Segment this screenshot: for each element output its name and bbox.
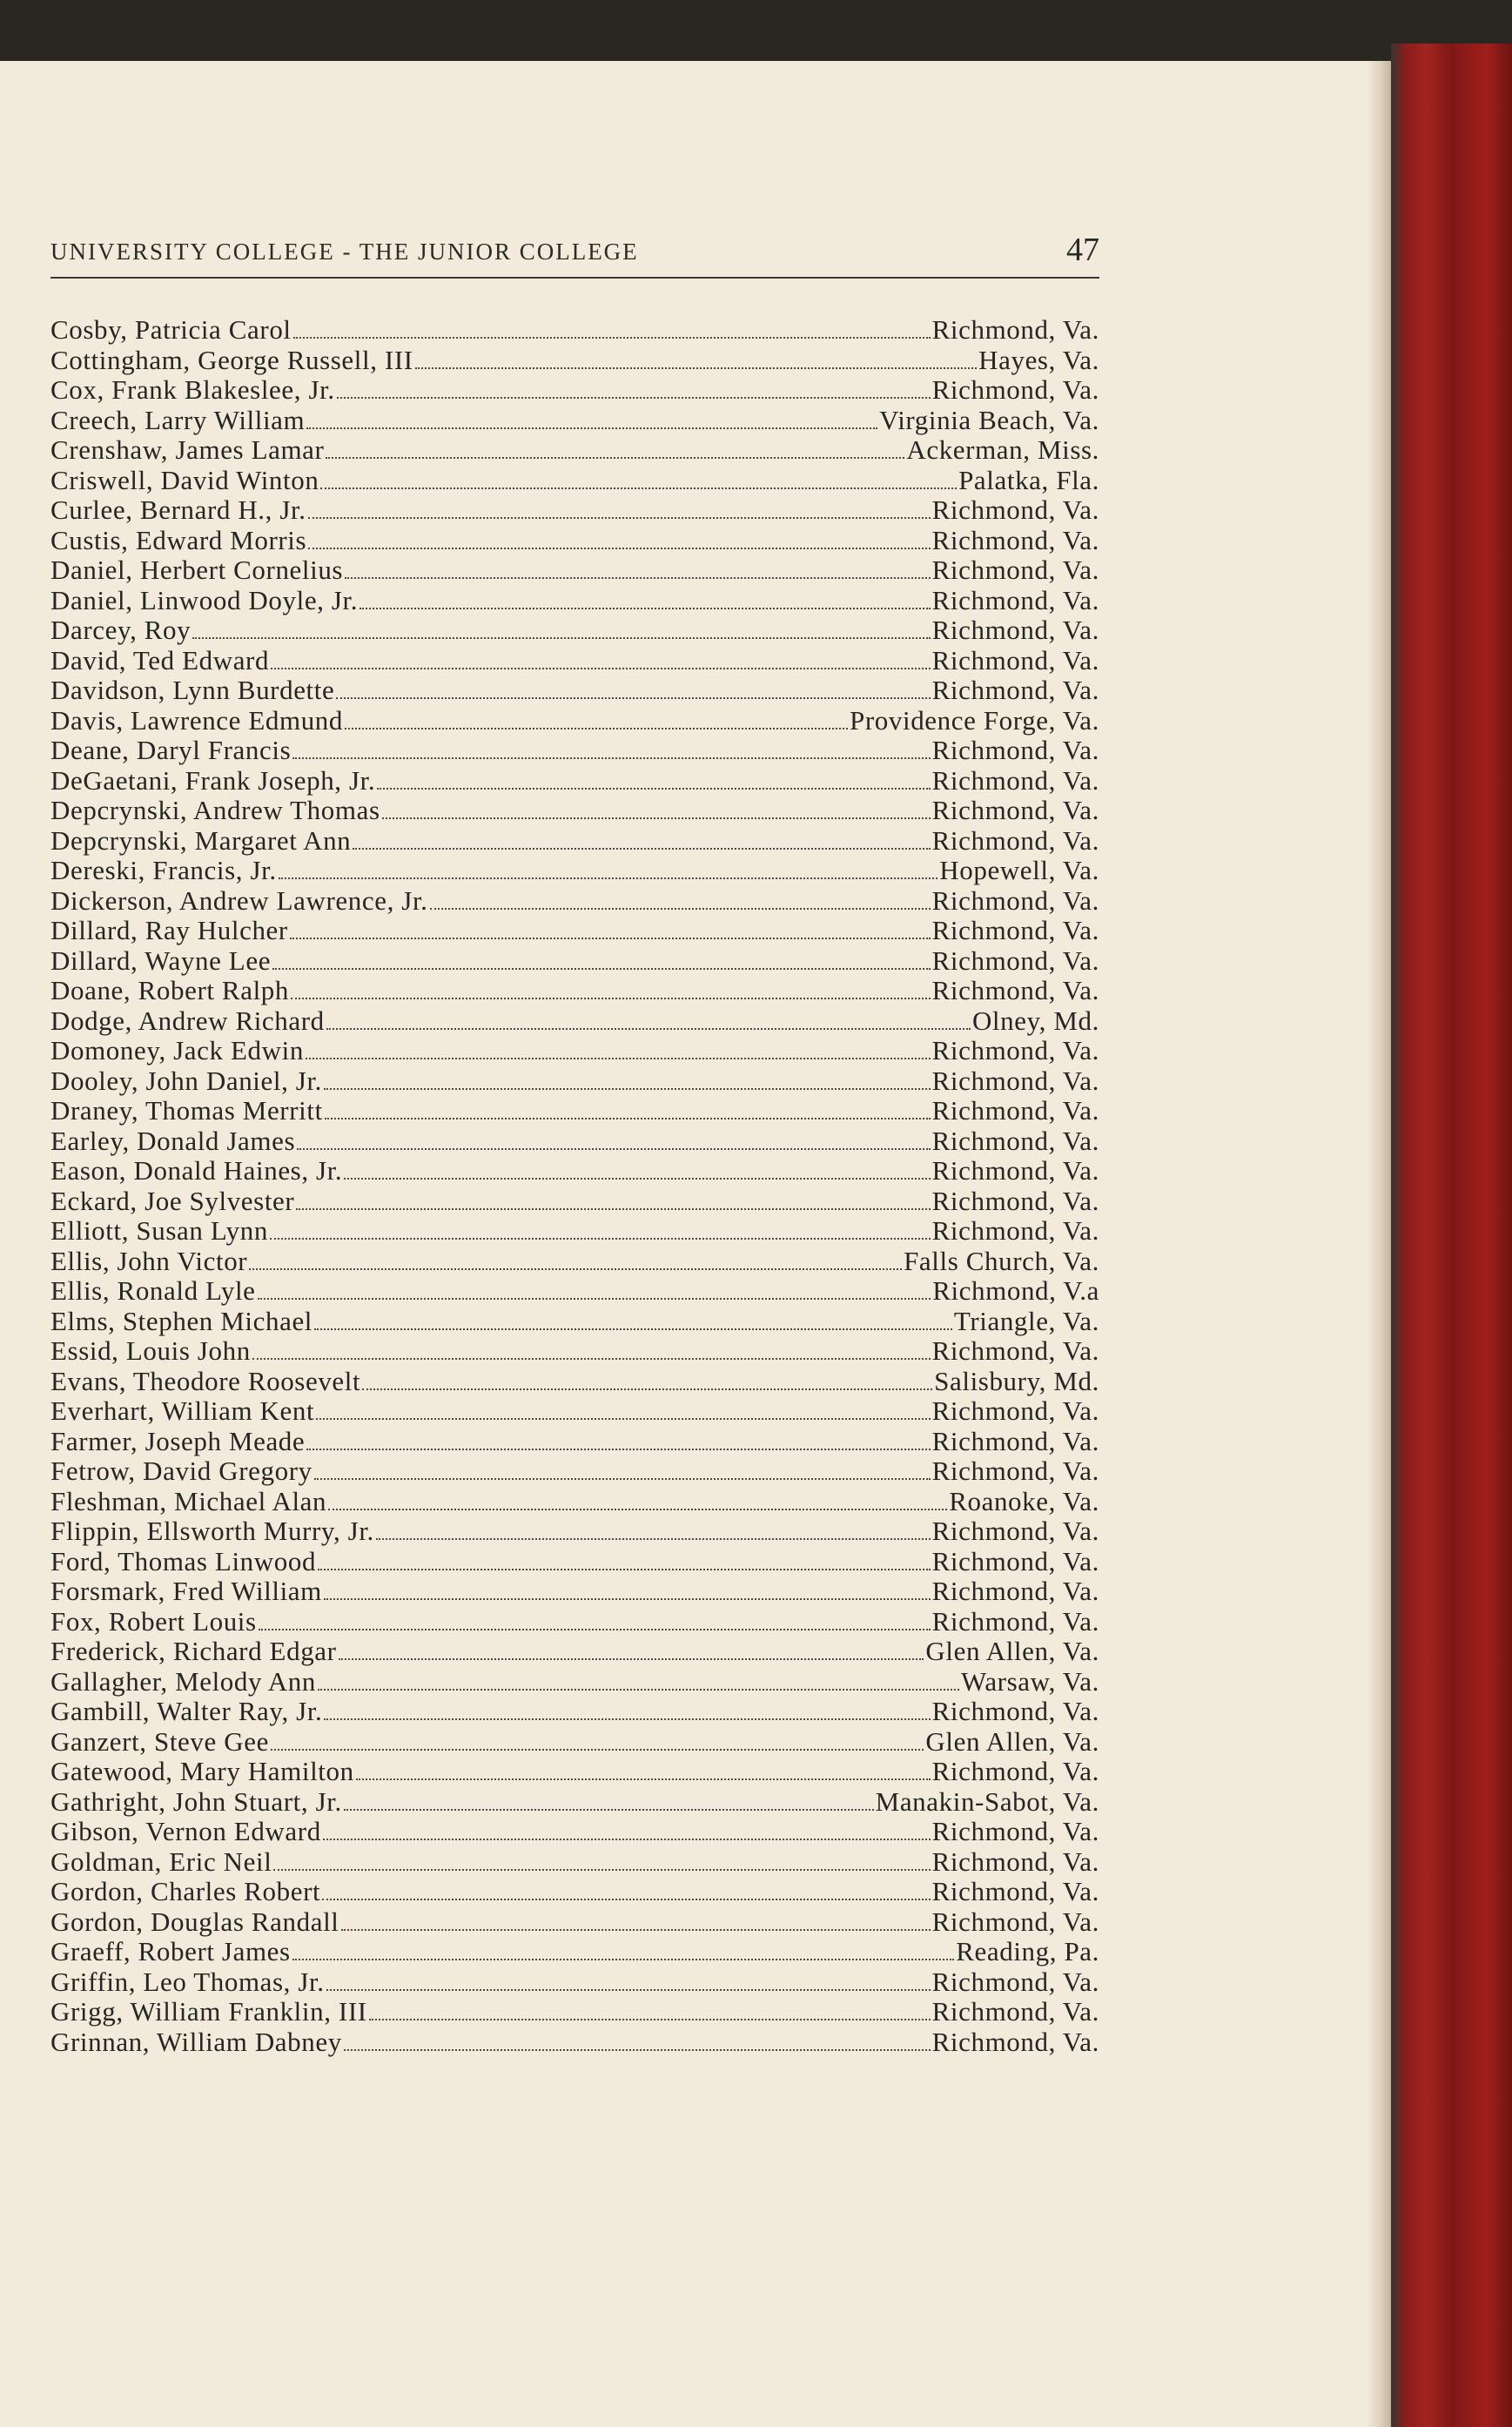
student-name: Dickerson, Andrew Lawrence, Jr. — [50, 884, 428, 916]
list-item — [50, 1516, 1099, 1547]
dot-leader — [336, 697, 930, 699]
hometown: Richmond, Va. — [931, 1335, 1099, 1366]
dot-leader — [306, 1058, 931, 1059]
list-item — [50, 1667, 1099, 1698]
hometown: Glen Allen, Va. — [925, 1725, 1099, 1757]
student-name: Eason, Donald Haines, Jr. — [50, 1155, 343, 1186]
student-name: Ganzert, Steve Gee — [50, 1725, 269, 1757]
hometown: Richmond, V.a — [932, 1275, 1099, 1306]
list-item — [50, 466, 1099, 496]
running-title: UNIVERSITY COLLEGE - THE JUNIOR COLLEGE — [50, 239, 639, 265]
student-name: Elms, Stephen Michael — [50, 1305, 313, 1336]
dot-leader — [326, 457, 904, 459]
list-item — [50, 796, 1099, 826]
student-name: Gatewood, Mary Hamilton — [50, 1756, 354, 1786]
dot-leader — [324, 1718, 930, 1720]
student-name: Gambill, Walter Ray, Jr. — [50, 1696, 323, 1726]
dot-leader — [377, 788, 930, 790]
list-item — [50, 1187, 1099, 1217]
student-name: Criswell, David Winton — [50, 464, 319, 495]
list-item — [50, 1757, 1099, 1787]
student-name: DeGaetani, Frank Joseph, Jr. — [50, 764, 376, 796]
list-item — [50, 1126, 1099, 1157]
hometown: Richmond, Va. — [931, 1425, 1099, 1456]
student-name: Davis, Lawrence Edmund — [50, 704, 344, 736]
student-name: Davidson, Lynn Burdette — [50, 675, 335, 705]
list-item — [50, 1547, 1099, 1577]
page-header — [50, 222, 1099, 274]
list-item — [50, 1006, 1099, 1037]
list-item — [50, 886, 1099, 917]
hometown: Richmond, Va. — [931, 735, 1099, 765]
list-item — [50, 346, 1099, 376]
hometown: Virginia Beach, Va. — [879, 404, 1099, 435]
list-item — [50, 555, 1099, 586]
hometown: Olney, Md. — [971, 1005, 1099, 1036]
student-name: Crenshaw, James Lamar — [50, 434, 325, 465]
dot-leader — [356, 1778, 931, 1780]
student-name: Frederick, Richard Edgar — [50, 1636, 337, 1666]
dot-leader — [322, 1899, 930, 1900]
student-name: Griffin, Leo Thomas, Jr. — [50, 1966, 325, 1997]
dot-leader — [258, 1298, 931, 1300]
student-name: Goldman, Eric Neil — [50, 1845, 272, 1877]
hometown: Richmond, Va. — [931, 374, 1099, 405]
student-name: Ford, Thomas Linwood — [50, 1545, 317, 1577]
hometown: Richmond, Va. — [931, 2026, 1099, 2057]
dot-leader — [326, 1028, 971, 1030]
hometown: Richmond, Va. — [931, 1125, 1099, 1156]
dot-leader — [316, 1418, 930, 1420]
list-item — [50, 1967, 1099, 1998]
list-item — [50, 1577, 1099, 1607]
dot-leader — [339, 1658, 924, 1660]
dot-leader — [290, 938, 931, 939]
list-item — [50, 646, 1099, 676]
hometown: Richmond, Va. — [931, 1215, 1099, 1246]
hometown: Hayes, Va. — [978, 344, 1099, 375]
hometown: Richmond, Va. — [931, 1185, 1099, 1216]
student-name: Daniel, Linwood Doyle, Jr. — [50, 584, 359, 615]
student-name: Deane, Daryl Francis — [50, 735, 292, 765]
student-name: Fleshman, Michael Alan — [50, 1485, 327, 1516]
dot-leader — [308, 548, 930, 549]
student-name: Forsmark, Fred William — [50, 1576, 322, 1606]
dot-leader — [293, 337, 931, 339]
hometown: Richmond, Va. — [931, 1696, 1099, 1726]
hometown: Richmond, Va. — [931, 494, 1099, 525]
dot-leader — [376, 1538, 931, 1540]
hometown: Richmond, Va. — [931, 644, 1099, 676]
student-name: Grinnan, William Dabney — [50, 2026, 342, 2057]
hometown: Richmond, Va. — [931, 915, 1099, 945]
dot-leader — [249, 1268, 902, 1270]
list-item — [50, 375, 1099, 406]
list-item — [50, 1396, 1099, 1427]
dot-leader — [306, 427, 877, 429]
dot-leader — [344, 1809, 874, 1811]
list-item — [50, 1456, 1099, 1487]
list-item — [50, 1817, 1099, 1847]
dot-leader — [323, 1839, 931, 1840]
dot-leader — [318, 1689, 959, 1691]
dot-leader — [297, 1148, 930, 1150]
list-item — [50, 1937, 1099, 1967]
student-name: Flippin, Ellsworth Murry, Jr. — [50, 1516, 374, 1546]
list-item — [50, 1697, 1099, 1727]
list-item — [50, 1637, 1099, 1667]
dot-leader — [360, 608, 931, 609]
student-name: Elliott, Susan Lynn — [50, 1215, 268, 1246]
list-item — [50, 766, 1099, 797]
dot-leader — [344, 2049, 931, 2051]
hometown: Richmond, Va. — [931, 1035, 1099, 1066]
student-name: Fetrow, David Gregory — [50, 1456, 312, 1486]
list-item — [50, 1997, 1099, 2027]
list-item — [50, 856, 1099, 886]
list-item — [50, 1907, 1099, 1938]
hometown: Richmond, Va. — [931, 675, 1099, 705]
dot-leader — [324, 1598, 931, 1600]
student-name: Draney, Thomas Merritt — [50, 1095, 323, 1126]
student-name: Gibson, Vernon Edward — [50, 1816, 321, 1846]
header-rule — [50, 277, 1099, 279]
student-directory-list — [50, 315, 1099, 2057]
dot-leader — [314, 1328, 952, 1330]
list-item — [50, 976, 1099, 1006]
student-name: Earley, Donald James — [50, 1125, 296, 1156]
hometown: Richmond, Va. — [931, 1545, 1099, 1577]
dot-leader — [291, 998, 931, 999]
student-name: Ellis, John Victor — [50, 1245, 248, 1276]
hometown: Richmond, Va. — [931, 1065, 1099, 1096]
hometown: Richmond, Va. — [931, 615, 1099, 645]
hometown: Richmond, Va. — [931, 975, 1099, 1005]
dot-leader — [252, 1358, 931, 1360]
student-name: Cosby, Patricia Carol — [50, 314, 292, 345]
hometown: Richmond, Va. — [931, 824, 1099, 856]
book-cover-edge — [1391, 44, 1512, 2427]
hometown: Richmond, Va. — [931, 584, 1099, 615]
hometown: Richmond, Va. — [931, 1576, 1099, 1606]
dot-leader — [292, 757, 930, 759]
dot-leader — [306, 1449, 930, 1450]
list-item — [50, 826, 1099, 857]
list-item — [50, 526, 1099, 556]
hometown: Richmond, Va. — [931, 1456, 1099, 1486]
list-item — [50, 706, 1099, 736]
student-name: Dodge, Andrew Richard — [50, 1005, 325, 1036]
hometown: Richmond, Va. — [931, 524, 1099, 555]
hometown: Richmond, Va. — [931, 314, 1099, 345]
student-name: Domoney, Jack Edwin — [50, 1035, 304, 1066]
student-name: Gallagher, Melody Ann — [50, 1665, 316, 1697]
dot-leader — [362, 1388, 932, 1390]
student-name: Gordon, Charles Robert — [50, 1876, 321, 1906]
hometown: Roanoke, Va. — [949, 1485, 1099, 1516]
student-name: Dillard, Ray Hulcher — [50, 915, 288, 945]
student-name: Dillard, Wayne Lee — [50, 945, 272, 976]
list-item — [50, 586, 1099, 616]
hometown: Reading, Pa. — [956, 1936, 1099, 1966]
list-item — [50, 736, 1099, 766]
hometown: Glen Allen, Va. — [925, 1636, 1099, 1666]
student-name: Everhart, William Kent — [50, 1395, 315, 1426]
student-name: Dooley, John Daniel, Jr. — [50, 1065, 323, 1096]
student-name: David, Ted Edward — [50, 644, 270, 676]
hometown: Richmond, Va. — [931, 795, 1099, 825]
hometown: Manakin-Sabot, Va. — [875, 1785, 1099, 1817]
hometown: Providence Forge, Va. — [850, 704, 1099, 736]
hometown: Hopewell, Va. — [939, 855, 1099, 885]
dot-leader — [325, 1118, 931, 1119]
list-item — [50, 1427, 1099, 1457]
student-name: Ellis, Ronald Lyle — [50, 1275, 256, 1306]
dot-leader — [341, 1929, 931, 1931]
student-name: Dereski, Francis, Jr. — [50, 855, 277, 885]
list-item — [50, 1607, 1099, 1637]
dot-leader — [337, 397, 931, 399]
list-item — [50, 1787, 1099, 1818]
list-item — [50, 406, 1099, 436]
dot-leader — [345, 728, 848, 729]
dot-leader — [318, 1569, 931, 1570]
list-item — [50, 946, 1099, 977]
hometown: Richmond, Va. — [931, 1906, 1099, 1937]
hometown: Richmond, Va. — [931, 1516, 1099, 1546]
hometown: Richmond, Va. — [931, 764, 1099, 796]
list-item — [50, 1847, 1099, 1878]
student-name: Evans, Theodore Roosevelt — [50, 1365, 361, 1396]
list-item — [50, 916, 1099, 946]
dot-leader — [273, 1869, 930, 1871]
dot-leader — [192, 637, 930, 639]
list-item — [50, 1487, 1099, 1517]
student-name: Eckard, Joe Sylvester — [50, 1185, 295, 1216]
student-name: Gathright, John Stuart, Jr. — [50, 1785, 342, 1817]
student-name: Grigg, William Franklin, III — [50, 1996, 367, 2027]
hometown: Richmond, Va. — [931, 1395, 1099, 1426]
student-name: Doane, Robert Ralph — [50, 975, 289, 1005]
list-item — [50, 1367, 1099, 1397]
list-item — [50, 1247, 1099, 1277]
list-item — [50, 1156, 1099, 1187]
list-item — [50, 1276, 1099, 1307]
dot-leader — [344, 1178, 930, 1180]
dot-leader — [279, 877, 938, 879]
list-item — [50, 1036, 1099, 1066]
hometown: Triangle, Va. — [953, 1305, 1099, 1336]
student-name: Depcrynski, Andrew Thomas — [50, 795, 380, 825]
hometown: Palatka, Fla. — [958, 464, 1099, 495]
hometown: Ackerman, Miss. — [906, 434, 1099, 465]
hometown: Richmond, Va. — [931, 884, 1099, 916]
dot-leader — [272, 968, 931, 970]
hometown: Richmond, Va. — [931, 1845, 1099, 1877]
hometown: Richmond, Va. — [931, 1996, 1099, 2027]
student-name: Curlee, Bernard H., Jr. — [50, 494, 306, 525]
student-name: Fox, Robert Louis — [50, 1605, 257, 1637]
student-name: Cox, Frank Blakeslee, Jr. — [50, 374, 335, 405]
hometown: Richmond, Va. — [931, 1095, 1099, 1126]
student-name: Farmer, Joseph Meade — [50, 1425, 306, 1456]
dot-leader — [324, 1088, 931, 1090]
student-name: Graeff, Robert James — [50, 1936, 291, 1966]
student-name: Custis, Edward Morris — [50, 524, 307, 555]
hometown: Richmond, Va. — [931, 1155, 1099, 1186]
dot-leader — [326, 1989, 931, 1991]
list-item — [50, 1066, 1099, 1097]
page-edge — [1368, 61, 1391, 2427]
dot-leader — [259, 1629, 931, 1630]
dot-leader — [345, 577, 931, 579]
student-name: Depcrynski, Margaret Ann — [50, 824, 352, 856]
hometown: Salisbury, Md. — [934, 1365, 1099, 1396]
dot-leader — [415, 367, 977, 369]
list-item — [50, 315, 1099, 346]
list-item — [50, 495, 1099, 526]
hometown: Richmond, Va. — [931, 1605, 1099, 1637]
dot-leader — [270, 1238, 931, 1240]
student-name: Creech, Larry William — [50, 404, 306, 435]
dot-leader — [430, 908, 931, 910]
dot-leader — [271, 1749, 924, 1751]
dot-leader — [314, 1478, 931, 1480]
hometown: Richmond, Va. — [931, 555, 1099, 585]
list-item — [50, 1877, 1099, 1907]
dot-leader — [292, 1959, 955, 1960]
dot-leader — [271, 668, 931, 669]
list-item — [50, 615, 1099, 646]
list-item — [50, 1216, 1099, 1247]
student-name: Daniel, Herbert Cornelius — [50, 555, 344, 585]
hometown: Richmond, Va. — [931, 1756, 1099, 1786]
page-number: 47 — [1066, 232, 1099, 268]
hometown: Falls Church, Va. — [904, 1245, 1099, 1276]
hometown: Richmond, Va. — [931, 1966, 1099, 1997]
hometown: Richmond, Va. — [931, 945, 1099, 976]
dot-leader — [382, 817, 931, 819]
dot-leader — [328, 1509, 947, 1510]
list-item — [50, 676, 1099, 706]
list-item — [50, 1096, 1099, 1126]
dot-leader — [369, 2019, 931, 2020]
dot-leader — [353, 848, 930, 850]
hometown: Richmond, Va. — [931, 1816, 1099, 1846]
student-name: Essid, Louis John — [50, 1335, 251, 1366]
student-name: Cottingham, George Russell, III — [50, 344, 413, 375]
hometown: Warsaw, Va. — [960, 1665, 1099, 1697]
student-name: Gordon, Douglas Randall — [50, 1906, 339, 1937]
dot-leader — [296, 1208, 930, 1210]
student-name: Darcey, Roy — [50, 615, 192, 645]
hometown: Richmond, Va. — [931, 1876, 1099, 1906]
dot-leader — [308, 517, 931, 519]
dot-leader — [320, 487, 957, 489]
list-item — [50, 435, 1099, 466]
list-item — [50, 1727, 1099, 1758]
list-item — [50, 1336, 1099, 1367]
list-item — [50, 1307, 1099, 1337]
list-item — [50, 2027, 1099, 2058]
